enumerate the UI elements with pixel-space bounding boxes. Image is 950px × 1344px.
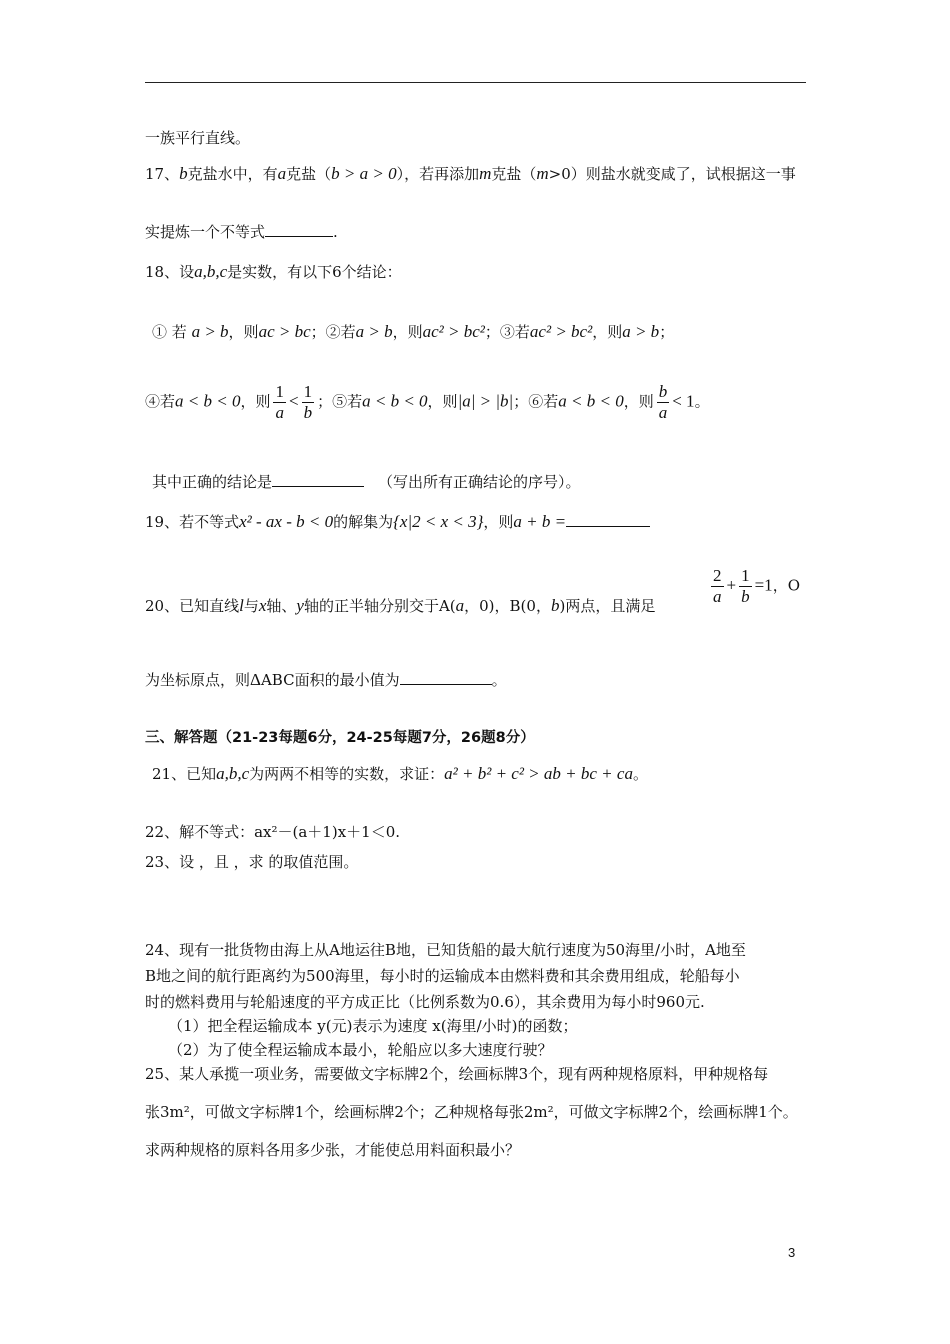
q18-text: ，则 [427,392,458,411]
q19-set: {x|2 < x < 3} [393,512,484,531]
fraction-denominator: b [741,587,750,606]
q17-var: b [179,164,188,183]
q20-text: 与 [243,597,259,615]
q18-text: ；⑤若 [317,392,363,411]
q18-expr: a < b < 0 [175,391,241,411]
q18-expr: ac > bc [258,322,311,341]
fraction-numerator: 1 [303,382,313,401]
q17-text: 17、 [145,165,180,183]
q18-text: ，则 [240,392,271,411]
q18-text: 。 [694,392,710,411]
answer-blank[interactable] [265,222,333,237]
fraction-numerator: 1 [741,566,750,585]
q18-expr: |a| > |b| [457,391,514,411]
q18-text: ，则 [228,323,259,341]
question-18-conclusions-1 [152,322,674,342]
q18-text: ； [659,323,675,341]
q17-text: . [333,223,338,241]
q20-text: )两点，且满足 [559,597,656,615]
continuation-text: 一族平行直线。 [145,129,251,147]
q19-text: ，则 [483,513,514,531]
q20-text: ，0)，B(0， [464,597,551,615]
fraction-numerator: 1 [275,382,284,401]
q18-text: ；⑥若 [513,392,559,411]
question-25-line-2: 张3m²，可做文字标牌1个，绘画标牌2个；乙种规格每张2m²，可做文字标牌2个，绘画标牌1个。 [145,1103,798,1121]
fraction [711,566,724,607]
question-18-conclusions-2 [145,382,710,423]
q19-text: 的解集为 [333,513,394,531]
fraction-denominator: b [303,403,313,422]
q20-var: l [239,596,244,615]
less-than: < [288,391,299,411]
q18-text: ；③若 [484,323,530,341]
q21-vars: a,b,c [216,764,250,783]
q20-var: b [550,596,560,615]
q20-condition [708,566,800,607]
less-than-one: < 1 [672,391,695,411]
q21-inequality: a² + b² + c² > ab + bc + ca [444,764,633,783]
q17-text: 克盐（ [286,165,332,183]
question-21 [152,764,648,784]
answer-blank[interactable] [400,670,492,685]
question-18-line-1 [145,262,402,282]
delta-symbol: Δ [250,670,261,689]
q18-text: ，则 [592,323,623,341]
section-3-heading: 三、解答题（21-23每题6分，24-25每题7分，26题8分） [145,730,535,746]
q18-expr: a < b < 0 [558,391,624,411]
q19-inequality: x² - ax - b < 0 [239,512,334,531]
answer-blank[interactable] [272,472,364,487]
q20-text: 为坐标原点，则 [145,671,251,689]
q18-text: ④若 [145,392,176,411]
fraction [302,382,315,423]
question-20-line-1 [145,596,655,616]
header-rule [145,82,806,83]
question-25-line-3: 求两种规格的原料各用多少张，才能使总用料面积最小？ [145,1141,521,1159]
question-20-line-2 [145,670,507,690]
q21-text: 21、已知 [152,765,217,783]
question-19 [145,512,650,532]
q17-inequality: b > a > 0 [331,164,397,183]
question-24-line-1: 24、现有一批货物由海上从A地运往B地，已知货船的最大航行速度为50海里/小时，A地至 [145,941,746,959]
q18-expr: a < b < 0 [362,391,428,411]
q20-text: 20、已知直线 [145,597,240,615]
q17-text: ），若再添加 [396,165,480,183]
q18-text: 是实数，有以下6个结论： [227,263,402,281]
q17-text: 实提炼一个不等式 [145,223,266,241]
q17-var: m [536,164,549,183]
q17-text: >0）则盐水就变咸了，试根据这一事 [548,165,796,183]
question-25-line-1: 25、某人承揽一项业务，需要做文字标牌2个，绘画标牌3个，现有两种规格原料，甲种规格每 [145,1065,769,1083]
question-22: 22、解不等式：ax²－(a＋1)x＋1＜0. [145,823,401,841]
q20-text: 轴、 [266,597,297,615]
q18-expr: a > b [355,322,393,341]
fraction-denominator: a [275,403,284,422]
q18-text: 18、设 [145,263,195,281]
q18-expr: ac² > bc² [422,322,485,341]
q19-sum: a + b = [513,512,567,531]
q17-var: a [277,164,287,183]
plus-sign: + [726,575,737,595]
q18-text: ① 若 [152,323,187,341]
fraction-numerator: 2 [713,566,722,585]
q20-text: 轴的正半轴分别交于A( [303,597,456,615]
q18-text: （写出所有正确结论的序号）。 [378,473,581,491]
q21-text: 。 [632,765,648,783]
q21-text: 为两两不相等的实数，求证： [249,765,445,783]
fraction [739,566,752,607]
q18-text: ；②若 [310,323,356,341]
equals-one: =1 [754,575,773,595]
q17-var: m [479,164,492,183]
question-23: 23、设 ，且 ，求 的取值范围。 [145,853,359,871]
q20-text: ，O [772,576,800,595]
question-24-part-2: （2）为了使全程运输成本最小，轮船应以多大速度行驶？ [168,1041,553,1059]
q19-text: 19、若不等式 [145,513,240,531]
q20-var: a [455,596,465,615]
question-24-line-3: 时的燃料费用与轮船速度的平方成正比（比例系数为0.6），其余费用为每小时960元. [145,993,705,1011]
fraction [273,382,286,423]
q17-text: 克盐水中，有 [187,165,278,183]
q18-expr: a > b [622,322,660,341]
q18-expr: ac² > bc² [529,322,593,341]
fraction-denominator: a [658,403,668,422]
fraction-numerator: b [658,382,668,401]
q20-text: ABC面积的最小值为 [260,671,400,689]
q18-expr: a > b [191,322,229,341]
question-17-line-1 [145,164,796,184]
page-number: 3 [788,1245,796,1260]
q20-var: x [258,596,267,615]
question-24-line-2: B地之间的航行距离约为500海里，每小时的运输成本由燃料费和其余费用组成，轮船每小 [145,967,740,985]
q18-vars: a,b,c [194,262,228,281]
q20-text: 。 [491,671,507,689]
q20-var: y [296,596,304,615]
question-24-part-1: （1）把全程运输成本 y(元)表示为速度 x(海里/小时)的函数； [168,1017,578,1035]
fraction [657,382,670,423]
question-17-line-2 [145,222,338,242]
q18-text: 其中正确的结论是 [152,473,273,491]
answer-blank[interactable] [566,512,650,527]
question-18-answer-line [152,472,581,492]
q18-text: ，则 [392,323,423,341]
q17-text: 克盐（ [491,165,537,183]
fraction-denominator: a [713,587,722,606]
q18-text: ，则 [623,392,654,411]
